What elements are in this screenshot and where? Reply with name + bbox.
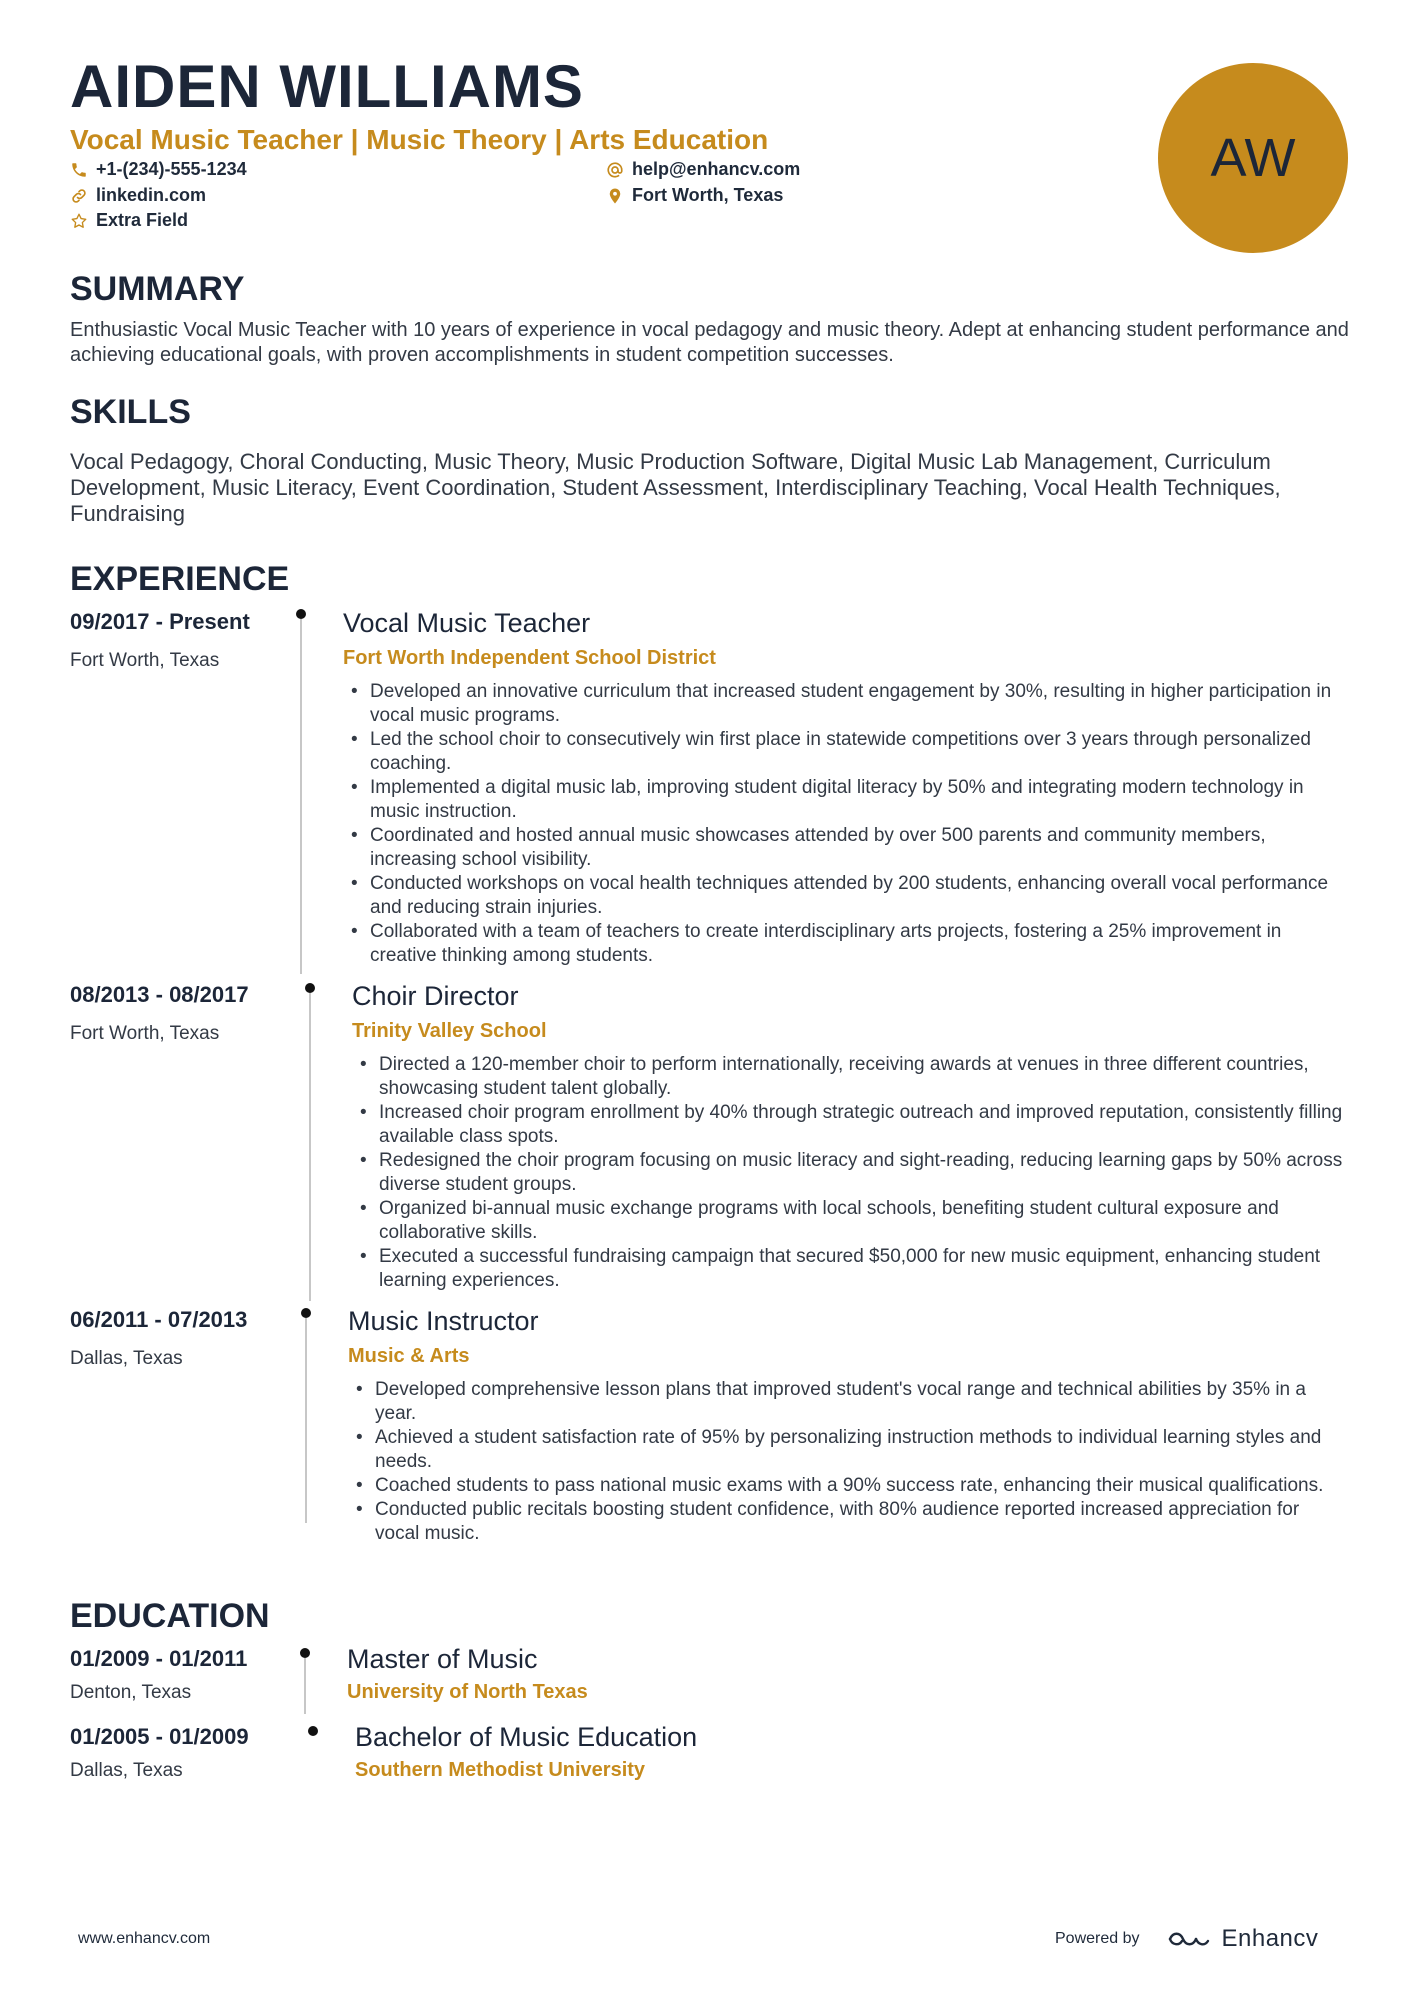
- job-location: Fort Worth, Texas: [70, 1023, 220, 1044]
- education-dates: 01/2005 - 01/2009: [70, 1724, 249, 1749]
- list-item: • Achieved a student satisfaction rate of 95% by personalizing instruction methods to individual learning styles and needs.: [348, 1426, 1348, 1474]
- contact-extra: [70, 210, 188, 231]
- contact-location: [606, 185, 783, 206]
- timeline-line: [309, 993, 311, 1301]
- list-item: • Increased choir program enrollment by 40% through strategic outreach and improved reputation, consistently filling available class spots.: [352, 1101, 1352, 1149]
- list-item: • Developed an innovative curriculum that increased student engagement by 30%, resulting in higher participation in vocal music programs.: [343, 680, 1348, 728]
- timeline-line: [305, 1318, 307, 1523]
- linkedin-text: linkedin.com: [96, 185, 207, 205]
- timeline-dot: [305, 983, 315, 993]
- map-pin-icon: [606, 187, 624, 205]
- avatar-initials: AW: [1210, 128, 1296, 188]
- job-bullets: [352, 1053, 1352, 1293]
- list-item: • Redesigned the choir program focusing on music literacy and sight-reading, reducing learning gaps by 50% across diverse student groups.: [352, 1149, 1352, 1197]
- timeline-dot: [301, 1308, 311, 1318]
- email-text: help@enhancv.com: [632, 159, 801, 179]
- job-location: Dallas, Texas: [70, 1348, 183, 1369]
- timeline-line: [304, 1658, 306, 1714]
- contact-linkedin[interactable]: [70, 185, 206, 206]
- school-name: University of North Texas: [347, 1681, 588, 1703]
- list-item: • Collaborated with a team of teachers to create interdisciplinary arts projects, fostering a 25% improvement in creative thinking among students.: [343, 920, 1348, 968]
- avatar: [1158, 63, 1348, 253]
- contact-phone[interactable]: [70, 159, 247, 180]
- list-item: • Conducted public recitals boosting student confidence, with 80% audience reported increased appreciation for vocal music.: [348, 1498, 1348, 1546]
- footer-powered-by: [1055, 1925, 1318, 1953]
- contact-email[interactable]: [606, 159, 800, 180]
- enhancv-brand: Enhancv: [1221, 1925, 1319, 1952]
- skills-heading: SKILLS: [70, 393, 191, 431]
- degree-title: Master of Music: [347, 1644, 538, 1674]
- list-item: • Implemented a digital music lab, improving student digital literacy by 50% and integrating modern technology in music instruction.: [343, 776, 1348, 824]
- list-item: • Organized bi-annual music exchange programs with local schools, benefiting student cultural exposure and collaborative skills.: [352, 1197, 1352, 1245]
- list-item: • Directed a 120-member choir to perform internationally, receiving awards at venues in three different countries, showcasing student talent globally.: [352, 1053, 1352, 1101]
- experience-heading: EXPERIENCE: [70, 560, 290, 598]
- education-dates: 01/2009 - 01/2011: [70, 1646, 248, 1671]
- job-dates: 09/2017 - Present: [70, 609, 250, 634]
- headline: Vocal Music Teacher | Music Theory | Arts Education: [70, 124, 769, 155]
- job-title: Music Instructor: [348, 1306, 539, 1336]
- list-item: • Coached students to pass national music exams with a 90% success rate, enhancing their musical qualifications.: [348, 1474, 1348, 1498]
- link-icon: [70, 187, 88, 205]
- timeline-dot: [300, 1648, 310, 1658]
- at-sign-icon: [606, 161, 624, 179]
- list-item: • Led the school choir to consecutively win first place in statewide competitions over 3 years through personalized coaching.: [343, 728, 1348, 776]
- education-location: Denton, Texas: [70, 1682, 192, 1703]
- skills-text: Vocal Pedagogy, Choral Conducting, Music Theory, Music Production Software, Digital Music Lab Management, Curriculum Development, Music Literacy, Event Coordination, Student Assessment, Interdisciplinary Teaching, Vocal Health Techniques, Fundraising: [70, 449, 1281, 526]
- job-location: Fort Worth, Texas: [70, 650, 220, 671]
- job-title: Vocal Music Teacher: [343, 608, 591, 638]
- footer-website[interactable]: www.enhancv.com: [78, 1930, 211, 1947]
- job-title: Choir Director: [352, 981, 519, 1011]
- location-text: Fort Worth, Texas: [632, 185, 784, 205]
- job-bullets: [348, 1378, 1348, 1546]
- powered-by-label: Powered by: [1055, 1930, 1140, 1947]
- job-bullets: [343, 680, 1348, 968]
- star-icon: [70, 212, 88, 230]
- summary-heading: SUMMARY: [70, 270, 245, 308]
- job-company: Trinity Valley School: [352, 1020, 547, 1042]
- summary-text: Enthusiastic Vocal Music Teacher with 10 years of experience in vocal pedagogy and music theory. Adept at enhancing student performance and achieving educational goals, with proven accomplishments in student competition successes.: [70, 319, 1349, 366]
- timeline-line: [300, 619, 302, 974]
- job-dates: 06/2011 - 07/2013: [70, 1307, 248, 1332]
- list-item: • Developed comprehensive lesson plans that improved student's vocal range and technical abilities by 35% in a year.: [348, 1378, 1348, 1426]
- enhancv-logo-icon: [1166, 1926, 1214, 1952]
- list-item: • Coordinated and hosted annual music showcases attended by over 500 parents and community members, increasing school visibility.: [343, 824, 1348, 872]
- list-item: • Conducted workshops on vocal health techniques attended by 200 students, enhancing overall vocal performance and reducing strain injuries.: [343, 872, 1348, 920]
- candidate-name: AIDEN WILLIAMS: [70, 53, 584, 120]
- phone-text: +1-(234)-555-1234: [96, 159, 247, 179]
- list-item: • Executed a successful fundraising campaign that secured $50,000 for new music equipment, enhancing student learning experiences.: [352, 1245, 1352, 1293]
- timeline-dot: [308, 1726, 318, 1736]
- extra-field-text: Extra Field: [96, 210, 189, 230]
- phone-icon: [70, 161, 88, 179]
- education-heading: EDUCATION: [70, 1597, 270, 1635]
- education-location: Dallas, Texas: [70, 1760, 183, 1781]
- job-company: Fort Worth Independent School District: [343, 647, 716, 669]
- degree-title: Bachelor of Music Education: [355, 1722, 698, 1752]
- school-name: Southern Methodist University: [355, 1759, 646, 1781]
- job-company: Music & Arts: [348, 1345, 470, 1367]
- timeline-dot: [296, 609, 306, 619]
- job-dates: 08/2013 - 08/2017: [70, 982, 249, 1007]
